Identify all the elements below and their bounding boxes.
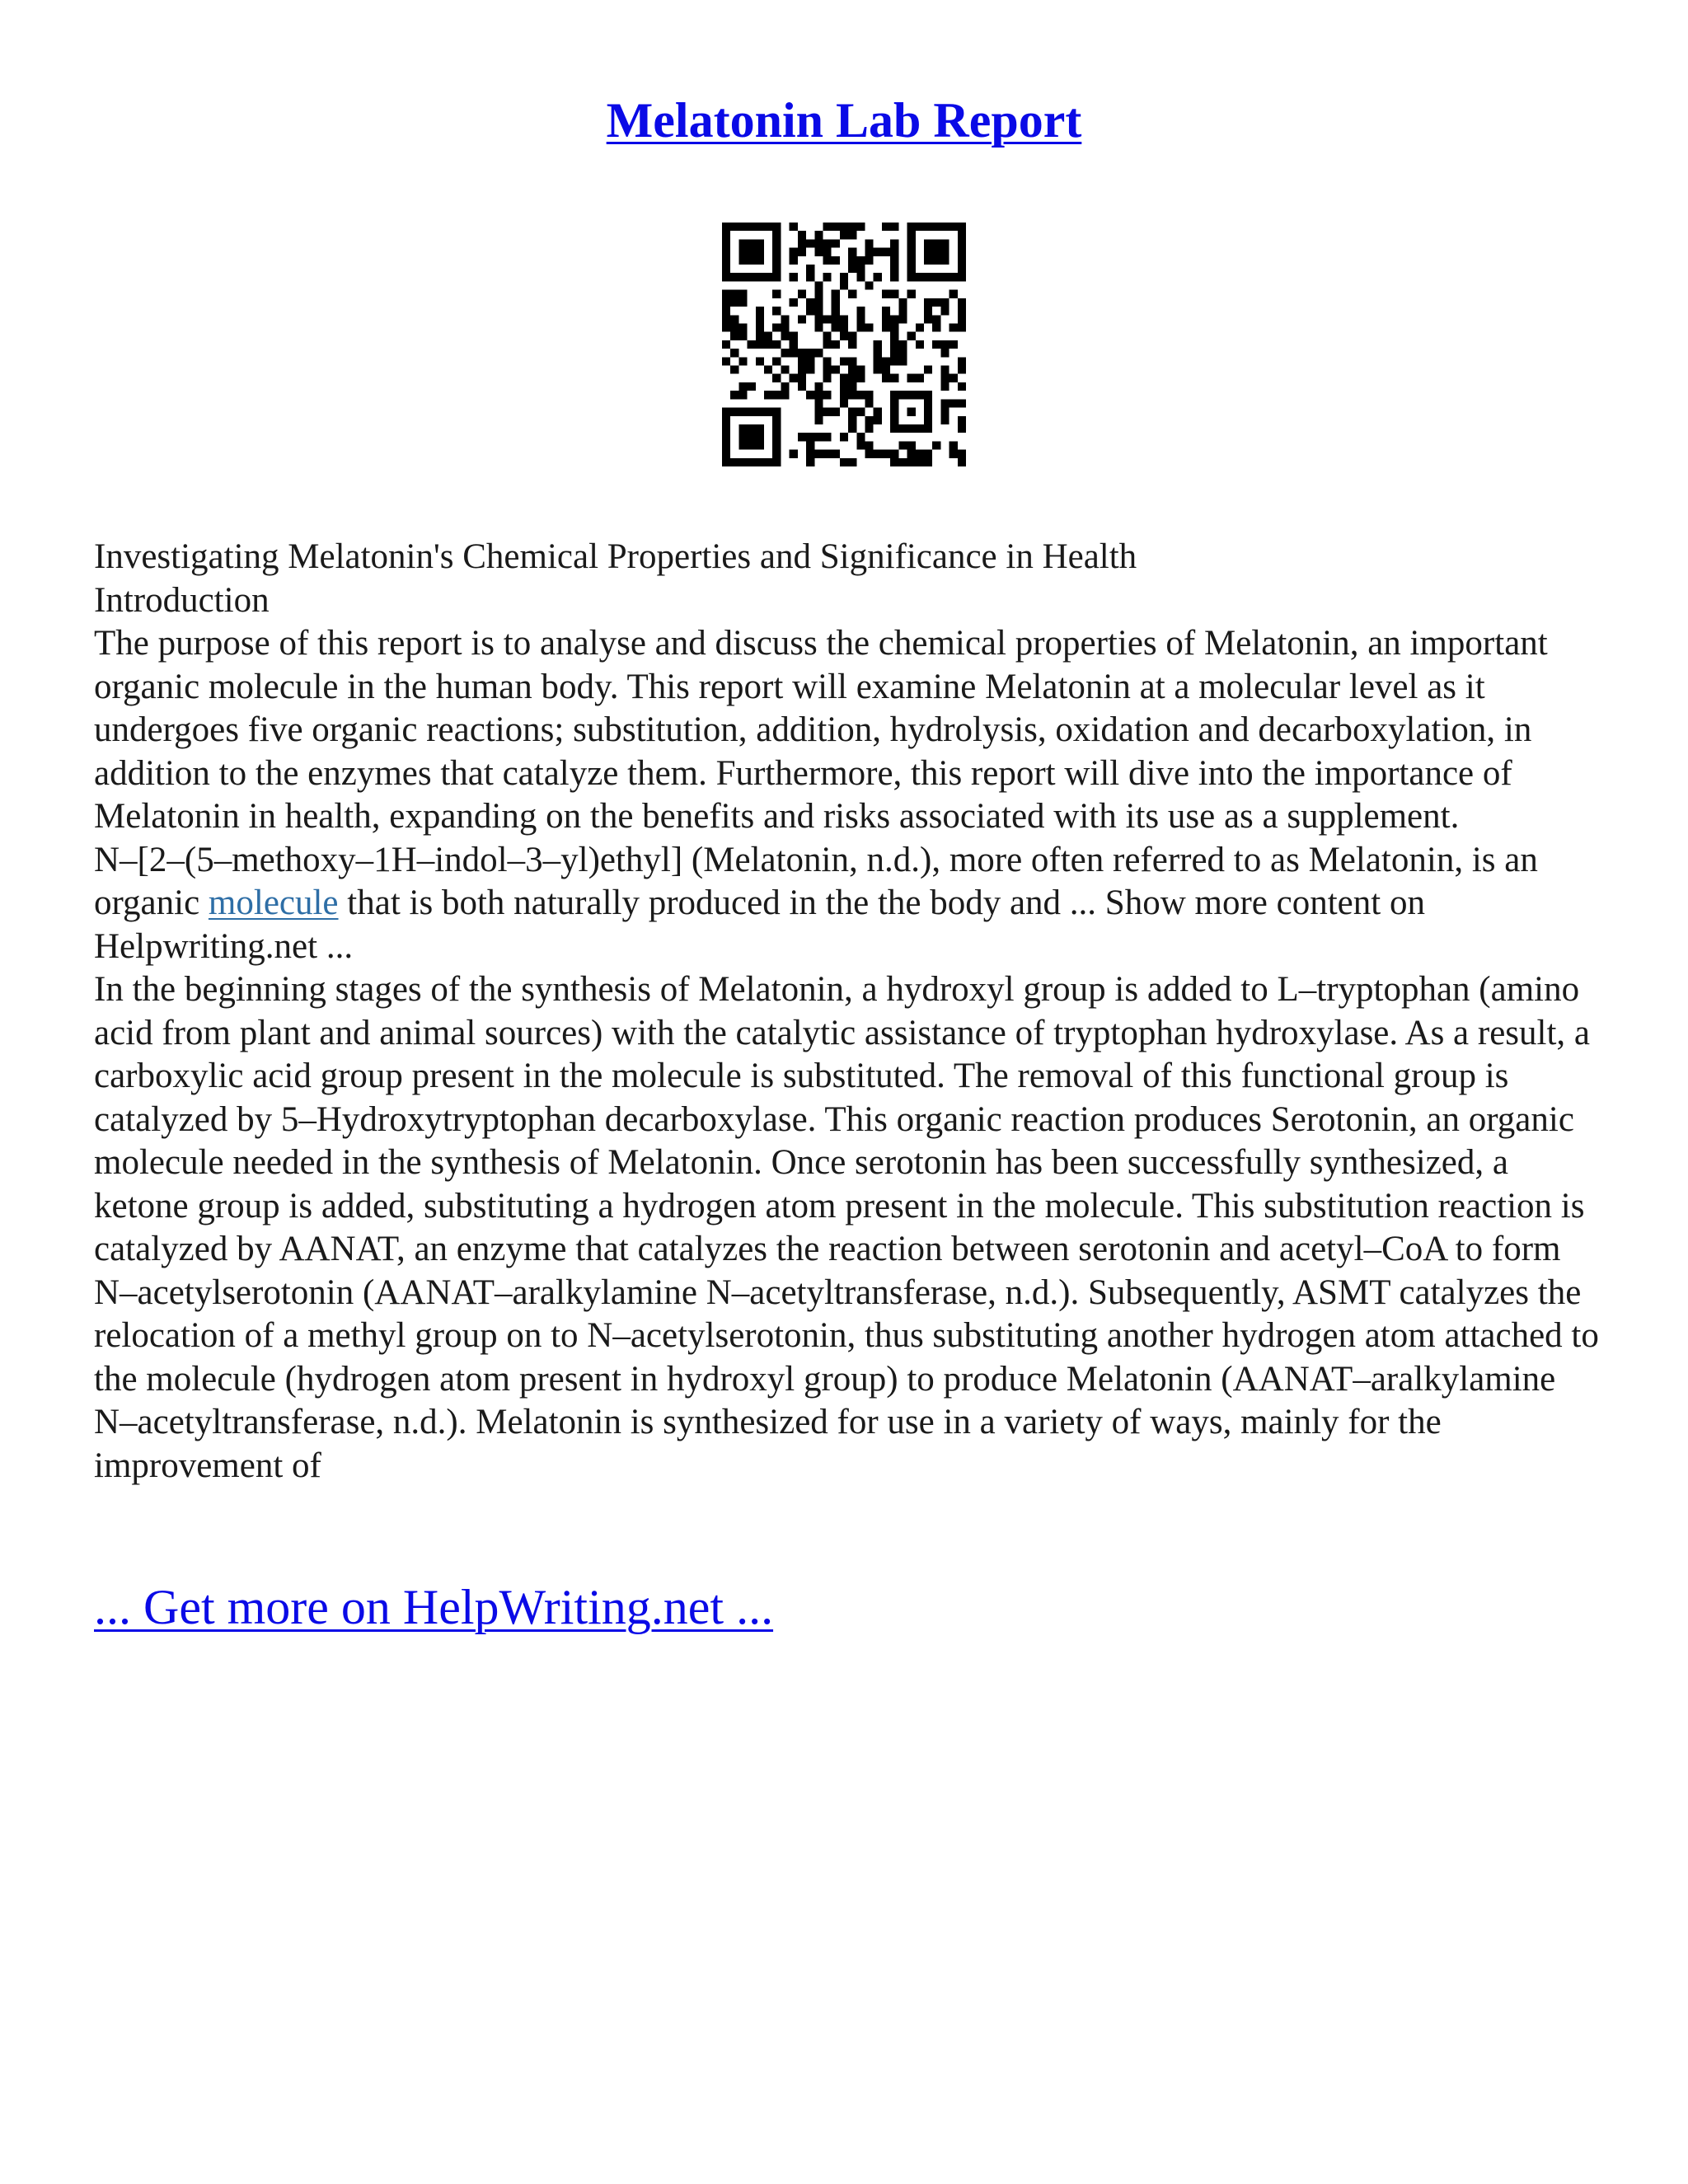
definition-text-start: N–[2–(5–methoxy–1H–indol–3–yl)ethyl] (Melatonin, n.d.), more often referred to as Melatonin, is an organic — [94, 840, 1538, 922]
document-subtitle: Investigating Melatonin's Chemical Properties and Significance in Health — [94, 537, 1137, 576]
qr-code-icon — [722, 223, 966, 466]
page-title — [0, 89, 1688, 152]
title-link[interactable]: Melatonin Lab Report — [606, 93, 1082, 148]
document-body — [94, 536, 1602, 1488]
melatonin-definition-paragraph — [94, 839, 1602, 969]
definition-text-end: that is both naturally produced in the the body and ... Show more content on Helpwriting.net ... — [94, 883, 1425, 966]
molecule-link[interactable]: molecule — [208, 883, 339, 922]
intro-paragraph: The purpose of this report is to analyse and discuss the chemical properties of Melatonin, an important organic molecule in the human body. This report will examine Melatonin at a molecular level as it undergoes five organic reactions; substitution, addition, hydrolysis, oxidation and decarboxylation, in addition to the enzymes that catalyze them. Furthermore, this report will dive into the importance of Melatonin in health, expanding on the benefits and risks associated with its use as a supplement. — [94, 624, 1548, 836]
section-heading: Introduction — [94, 580, 270, 620]
get-more-link[interactable]: ... Get more on HelpWriting.net ... — [94, 1580, 774, 1634]
synthesis-paragraph: In the beginning stages of the synthesis of Melatonin, a hydroxyl group is added to L–tryptophan (amino acid from plant and animal sources) with the catalytic assistance of tryptophan hydroxylase. As a result, a carboxylic acid group present in the molecule is substituted. The removal of this functional group is catalyzed by 5–Hydroxytryptophan decarboxylase. This organic reaction produces Serotonin, an organic molecule needed in the synthesis of Melatonin. Once serotonin has been successfully synthesized, a ketone group is added, substituting a hydrogen atom present in the molecule. This substitution reaction is catalyzed by AANAT, an enzyme that catalyzes the reaction between serotonin and acetyl–CoA to form N–acetylserotonin (AANAT–aralkylamine N–acetyltransferase, n.d.). Subsequently, ASMT catalyzes the relocation of a methyl group on to N–acetylserotonin, thus substituting another hydrogen atom attached to the molecule (hydrogen atom present in hydroxyl group) to produce Melatonin (AANAT–aralkylamine N–acetyltransferase, n.d.). Melatonin is synthesized for use in a variety of ways, mainly for the improvement of — [94, 970, 1599, 1485]
